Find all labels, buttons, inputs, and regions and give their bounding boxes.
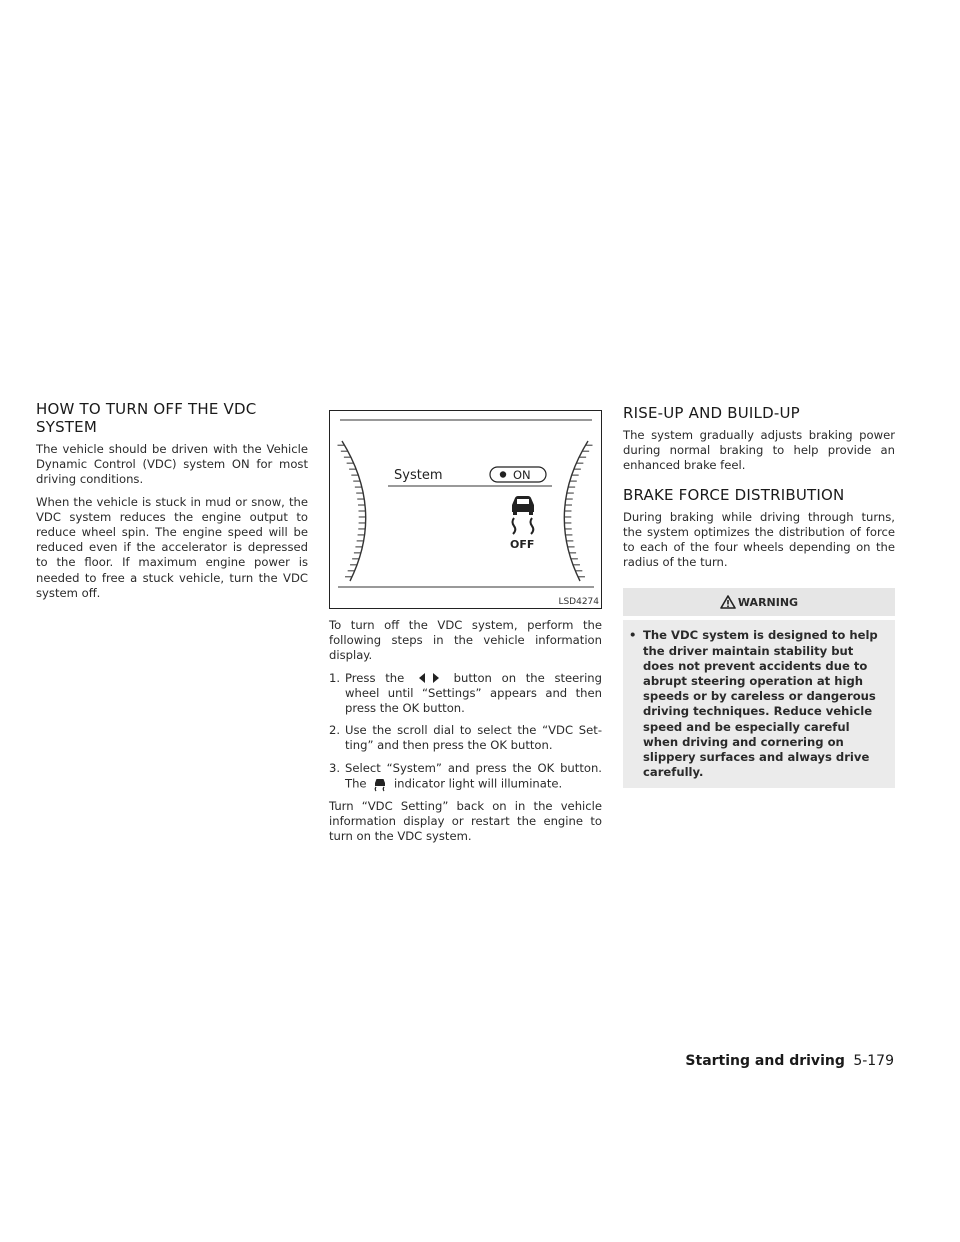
step-2 (329, 723, 602, 753)
paragraph: The system gradually adjusts braking power during normal braking to help provide an enhanced brake feel. (623, 428, 895, 473)
step-number: 2. (329, 723, 341, 738)
vdc-off-icon (512, 496, 534, 534)
toggle-on-label: ON (513, 468, 531, 482)
paragraph: When the vehicle is stuck in mud or snow, the VDC system reduces the engine output to reduce wheel spin. The engine speed will be reduced even if the accelerator is depressed to the floor. If maximum engine power is needed to free a stuck vehicle, turn the VDC system off. (36, 494, 308, 600)
section-heading: BRAKE FORCE DISTRIBUTION (623, 485, 845, 504)
page-footer (685, 1053, 894, 1069)
column-right (623, 404, 895, 788)
warning-triangle-icon (720, 595, 736, 609)
left-gauge-ticks (338, 445, 366, 577)
toggle-dot (500, 471, 506, 477)
warning-header (623, 588, 895, 616)
paragraph: The vehicle should be driven with the Vehicle Dynamic Control (VDC) system ON for most driving conditions. (36, 442, 308, 487)
vdc-display-figure (329, 410, 602, 609)
right-gauge-ticks (564, 445, 592, 577)
step-text: Press the (345, 670, 405, 685)
warning-label: WARNING (737, 595, 799, 609)
instrument-display-illustration (330, 411, 601, 608)
step-text: indicator light will illuminate. (393, 776, 563, 791)
figure-code: LSD4274 (558, 597, 599, 607)
left-right-arrows-icon (416, 672, 442, 684)
step-number: 1. (329, 670, 341, 685)
column-left (36, 400, 308, 608)
step-number: 3. (329, 760, 341, 775)
section-heading: RISE-UP AND BUILD-UP (623, 404, 800, 422)
step-1 (329, 671, 602, 717)
paragraph: During braking while driving through turns, the system optimizes the distribution of force to each of the four wheels depending on the radius of the turn. (623, 509, 895, 570)
warning-body (623, 620, 895, 788)
bullet: • (629, 628, 637, 643)
vdc-off-label: OFF (510, 538, 535, 551)
step-text: Select “System” and press the OK button. The (345, 760, 602, 791)
step-text: Use the scroll dial to select the “VDC Setting” and then press the OK button. (345, 723, 602, 753)
paragraph: To turn off the VDC system, perform the following steps in the vehicle information display. (329, 618, 602, 663)
page-number: 5-179 (853, 1053, 894, 1069)
menu-system-label: System (394, 468, 443, 483)
warning-item (629, 628, 887, 780)
column-middle (329, 410, 602, 851)
paragraph: Turn “VDC Setting” back on in the vehicle information display or restart the engine to turn on the VDC system. (329, 798, 602, 844)
vdc-off-indicator-icon (372, 776, 388, 792)
section-heading: HOW TO TURN OFF THE VDC SYSTEM (36, 400, 257, 436)
warning-text: The VDC system is designed to help the driver maintain stability but does not prevent accidents due to abrupt steering operation at high speeds or by careless or dangerous driving techniques. Reduce vehicle speed and be especially careful when driving and cornering on slippery surfaces and always drive carefully. (643, 628, 878, 780)
step-3 (329, 761, 602, 792)
step-text: button on the steering wheel until “Settings” appears and then press the OK button. (345, 670, 603, 716)
footer-section-title: Starting and driving (685, 1053, 845, 1069)
